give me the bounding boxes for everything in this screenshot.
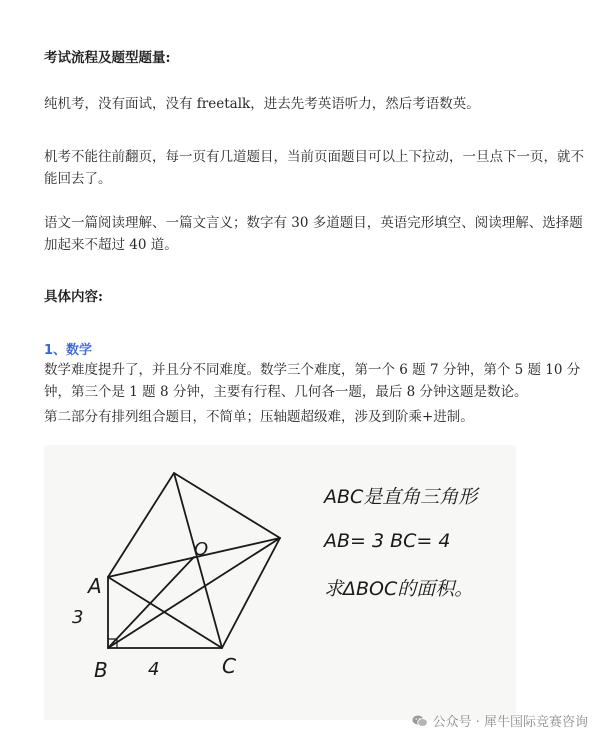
vertex-label-c: C bbox=[222, 654, 236, 678]
paragraph-question-count: 语文一篇阅读理解、一篇文言义；数字有 30 多道题目，英语完形填空、阅读理解、选择题加起来不超过 40 道。 bbox=[44, 215, 583, 253]
paragraph-math-combinatorics: 第二部分有排列组合题目，不简单；压轴题超级难，涉及到阶乘+进制。 bbox=[44, 409, 474, 425]
paragraph-exam-format: 纯机考，没有面试，没有 freetalk，进去先考英语听力，然后考语数英。 bbox=[44, 96, 480, 112]
center-label-o: O bbox=[194, 539, 209, 560]
geometry-figure bbox=[44, 445, 516, 720]
paragraph-math-difficulty: 数学难度提升了，并且分不同难度。数学三个难度，第一个 6 题 7 分钟，第个 5 题 10 分钟，第三个是 1 题 8 分钟，主要有行程、几何各一题，最后 8 分钟这题是数论。 bbox=[44, 362, 581, 400]
vertex-label-a: A bbox=[88, 574, 102, 598]
paragraph-paging-rule: 机考不能往前翻页，每一页有几道题目，当前页面题目可以上下拉动，一旦点下一页，就不能回去了。 bbox=[44, 149, 584, 187]
handwritten-note-line3: 求ΔBOC的面积。 bbox=[324, 578, 474, 600]
segment-bo bbox=[108, 557, 194, 648]
length-label-ab: 3 bbox=[72, 607, 84, 628]
handwritten-geometry-photo bbox=[44, 445, 516, 720]
math-section-title: 1、数学 bbox=[44, 343, 93, 358]
handwritten-note-line2: AB= 3 BC= 4 bbox=[324, 530, 451, 552]
content-heading: 具体内容: bbox=[44, 289, 103, 305]
handwritten-note-line1: ABC是直角三角形 bbox=[324, 486, 478, 508]
vertex-label-b: B bbox=[94, 658, 108, 682]
exam-process-heading: 考试流程及题型题量: bbox=[44, 50, 171, 66]
wechat-icon bbox=[412, 714, 428, 728]
length-label-bc: 4 bbox=[148, 659, 160, 680]
watermark bbox=[412, 711, 588, 730]
watermark-text: 公众号 · 犀牛国际竞赛咨询 bbox=[432, 715, 588, 730]
